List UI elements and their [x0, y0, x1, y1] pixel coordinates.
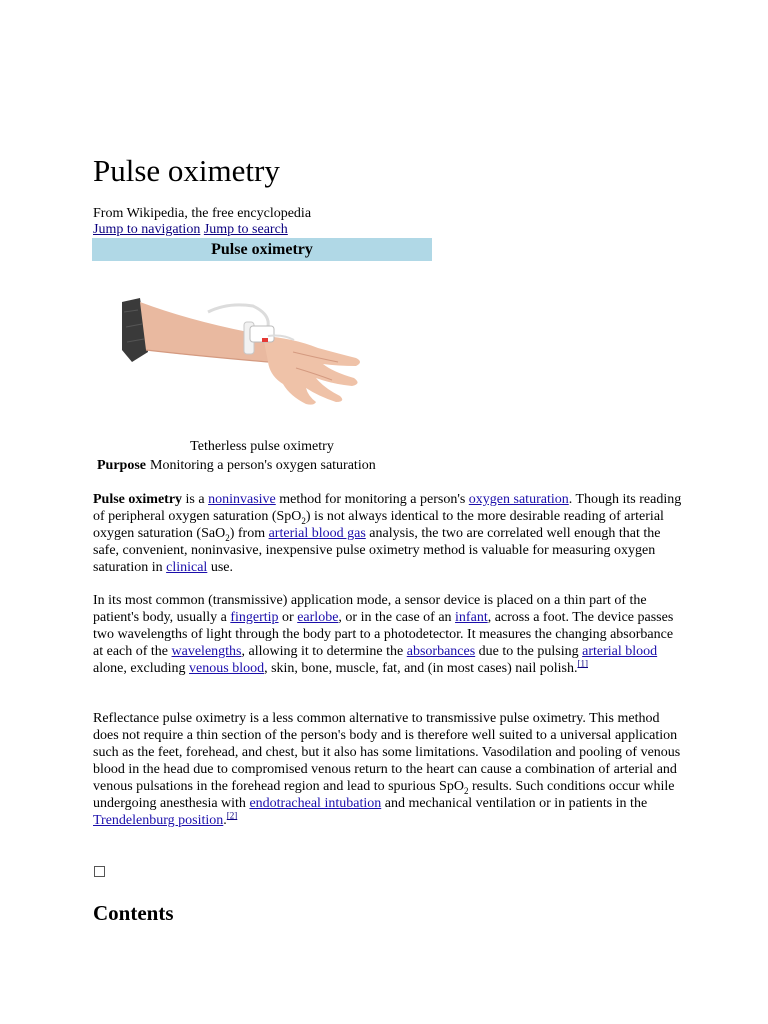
text: analysis, the two are correlated well enough that the safe, convenient, noninvasive, inexpensive pulse oximetry method is valuable for measuring oxygen saturation in: [93, 526, 661, 575]
link-endotracheal-intubation[interactable]: endotracheal intubation: [249, 796, 382, 811]
text: is a: [182, 492, 209, 507]
paragraph-transmissive: [93, 592, 683, 677]
reference-2-link[interactable]: [2]: [226, 810, 238, 821]
paragraph-reflectance: [93, 710, 683, 829]
link-noninvasive[interactable]: noninvasive: [208, 492, 276, 507]
purpose-label: Purpose: [97, 458, 146, 473]
link-oxygen-saturation[interactable]: oxygen saturation: [468, 492, 569, 507]
text: method for monitoring a person's: [275, 492, 469, 507]
link-trendelenburg-position[interactable]: Trendelenburg position: [93, 813, 224, 828]
text: or: [278, 610, 298, 625]
jump-to-search-link[interactable]: Jump to search: [203, 222, 288, 237]
purpose-value: Monitoring a person's oxygen saturation: [150, 458, 376, 473]
text: use.: [207, 560, 233, 575]
contents-heading: Contents: [93, 901, 174, 925]
infobox-title: Pulse oximetry: [92, 238, 432, 261]
link-earlobe[interactable]: earlobe: [297, 610, 339, 625]
text: Reflectance pulse oximetry is a less common alternative to transmissive pulse oximetry. This method does not require a thin section of the person's body and is therefore well suited to a universal application such as the feet, forehead, and chest, but it also has some limitations. Vasodilation and pooling of venous blood in the head due to compromised venous return to the heart can cause a combination of arterial and venous pulsations in the forehead region and lead to spurious SpO: [93, 711, 681, 794]
jump-to-navigation-link[interactable]: Jump to navigation: [93, 222, 201, 237]
contents-toggle-checkbox[interactable]: [94, 866, 105, 877]
text: ) from: [229, 526, 269, 541]
text: and mechanical ventilation or in patients in the: [381, 796, 648, 811]
text: due to the pulsing: [475, 644, 583, 659]
link-arterial-blood[interactable]: arterial blood: [582, 644, 658, 659]
link-infant[interactable]: infant: [455, 610, 488, 625]
link-fingertip[interactable]: fingertip: [230, 610, 279, 625]
text: , skin, bone, muscle, fat, and (in most cases) nail polish.: [264, 661, 578, 676]
infobox-purpose-row: [97, 457, 376, 474]
link-wavelengths[interactable]: wavelengths: [171, 644, 242, 659]
paragraph-intro: [93, 491, 683, 576]
subscript: 2: [463, 785, 469, 796]
text: results. Such conditions occur while undergoing anesthesia with: [93, 779, 675, 811]
subscript: 2: [225, 532, 230, 543]
page-title: Pulse oximetry: [93, 153, 280, 188]
text: alone, excluding: [93, 661, 190, 676]
subscript: 2: [301, 515, 306, 526]
link-absorbances[interactable]: absorbances: [406, 644, 476, 659]
bold-term: Pulse oximetry: [93, 492, 183, 507]
text: , across a foot. The device passes two wavelengths of light through the body part to a photodetector. It measures the changing absorbance at each of the: [93, 610, 674, 659]
text: . Though its reading of peripheral oxygen saturation (SpO: [93, 492, 682, 524]
link-clinical[interactable]: clinical: [166, 560, 208, 575]
text: .: [223, 813, 227, 828]
reference-1-link[interactable]: [1]: [577, 658, 588, 669]
site-tagline: From Wikipedia, the free encyclopedia: [93, 206, 312, 221]
text: , allowing it to determine the: [241, 644, 407, 659]
link-venous-blood[interactable]: venous blood: [189, 661, 265, 676]
text: In its most common (transmissive) application mode, a sensor device is placed on a thin part of the patient's body, usually a: [93, 593, 647, 625]
hand-with-pulse-oximeter-photo: [118, 292, 373, 407]
text: , or in the case of an: [338, 610, 456, 625]
infobox-caption: Tetherless pulse oximetry: [190, 439, 334, 454]
link-arterial-blood-gas[interactable]: arterial blood gas: [268, 526, 366, 541]
text: ) is not always identical to the more desirable reading of arterial oxygen saturation (SaO: [93, 509, 664, 541]
jump-links: [93, 221, 288, 238]
